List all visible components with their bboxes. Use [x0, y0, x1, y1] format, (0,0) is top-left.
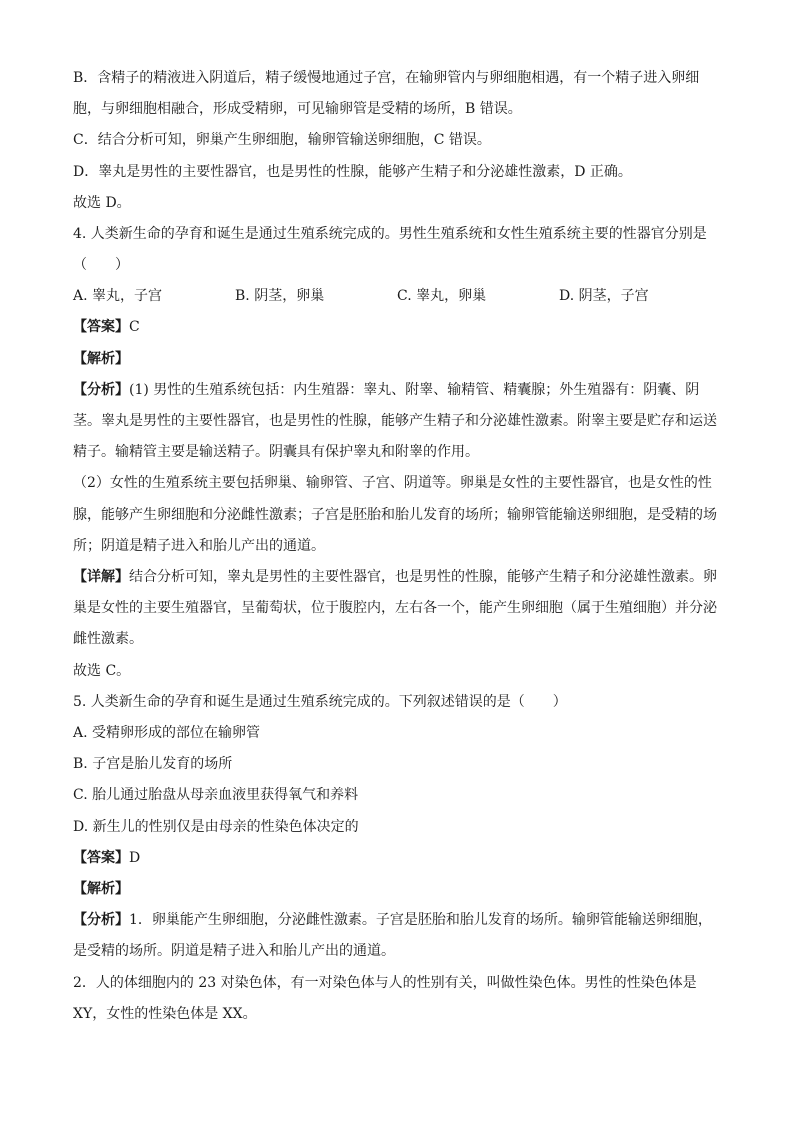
q4-option-b: B. 阴茎，卵巢	[235, 288, 325, 305]
q3-option-b-explanation: B．含精子的精液进入阴道后，精子缓慢地通过子宫，在输卵管内与卵细胞相遇，有一个精子进入卵细胞，与卵细胞相融合，形成受精卵，可见输卵管是受精的场所，B 错误。	[73, 70, 700, 118]
q5-jiexi-heading: 【解析】	[73, 881, 129, 898]
q4-option-a: A. 睾丸，子宫	[73, 288, 163, 305]
q4-jiexi-heading: 【解析】	[73, 350, 129, 367]
analysis-text: (1) 男性的生殖系统包括：内生殖器：睾丸、附睾、输精管、精囊腺；外生殖器有：阴囊、阴茎。睾丸是男性的主要性器官，也是男性的性腺，能够产生精子和分泌雄性激素。附睾主要是贮存和运送精子。输精管主要是输送精子。阴囊具有保护睾丸和附睾的作用。	[73, 381, 717, 461]
detail-tag: 【详解】	[73, 569, 129, 586]
q5-option-d: D. 新生儿的性别仅是由母亲的性染色体决定的	[73, 818, 359, 835]
answer-value: D	[129, 849, 141, 866]
q4-answer	[73, 312, 723, 343]
q5-answer	[73, 843, 723, 874]
q4-option-d: D. 阴茎，子宫	[559, 288, 649, 305]
answer-tag: 【答案】	[73, 849, 129, 866]
q3-conclusion: 故选 D。	[73, 194, 131, 211]
analysis-text: 1．卵巢能产生卵细胞，分泌雌性激素。子宫是胚胎和胎儿发育的场所。输卵管能输送卵细胞，是受精的场所。阴道是精子进入和胎儿产出的通道。	[73, 912, 712, 960]
q5-analysis-1	[73, 905, 723, 967]
q4-detail	[73, 562, 723, 656]
q5-option-c: C. 胎儿通过胎盘从母亲血液里获得氧气和养料	[73, 787, 359, 804]
q5-option-b: B. 子宫是胎儿发育的场所	[73, 756, 233, 773]
q3-option-c-explanation: C．结合分析可知，卵巢产生卵细胞，输卵管输送卵细胞，C 错误。	[73, 132, 491, 149]
detail-text: 结合分析可知，睾丸是男性的主要性器官，也是男性的性腺，能够产生精子和分泌雄性激素。卵巢是女性的主要生殖器官，呈葡萄状，位于腹腔内，左右各一个，能产生卵细胞（属于生殖细胞）并分泌雌性激素。	[73, 569, 717, 648]
q4-analysis-2: （2）女性的生殖系统主要包括卵巢、输卵管、子宫、阴道等。卵巢是女性的主要性器官，也是女性的性腺，能够产生卵细胞和分泌雌性激素；子宫是胚胎和胎儿发育的场所；输卵管能输送卵细胞，是受精的场所；阴道是精子进入和胎儿产出的通道。	[73, 475, 717, 554]
q4-analysis-1	[73, 375, 723, 469]
q4-option-c: C. 睾丸，卵巢	[397, 288, 487, 305]
analysis-tag: 【分析】	[73, 912, 129, 929]
answer-tag: 【答案】	[73, 319, 129, 336]
q4-options	[73, 281, 723, 312]
answer-value: C	[129, 319, 140, 336]
q4-stem: 4. 人类新生命的孕育和诞生是通过生殖系统完成的。男性生殖系统和女性生殖系统主要的性器官分别是（ ）	[73, 226, 707, 274]
page-content	[73, 63, 723, 1030]
q5-stem: 5. 人类新生命的孕育和诞生是通过生殖系统完成的。下列叙述错误的是（ ）	[73, 693, 567, 710]
q4-conclusion: 故选 C。	[73, 662, 131, 679]
q5-option-a: A. 受精卵形成的部位在输卵管	[73, 725, 261, 742]
analysis-tag: 【分析】	[73, 381, 129, 398]
q3-option-d-explanation: D．睾丸是男性的主要性器官，也是男性的性腺，能够产生精子和分泌雄性激素，D 正确。	[73, 163, 632, 180]
q5-analysis-2: 2．人的体细胞内的 23 对染色体，有一对染色体与人的性别有关，叫做性染色体。男性的性染色体是 XY，女性的性染色体是 XX。	[73, 974, 697, 1022]
